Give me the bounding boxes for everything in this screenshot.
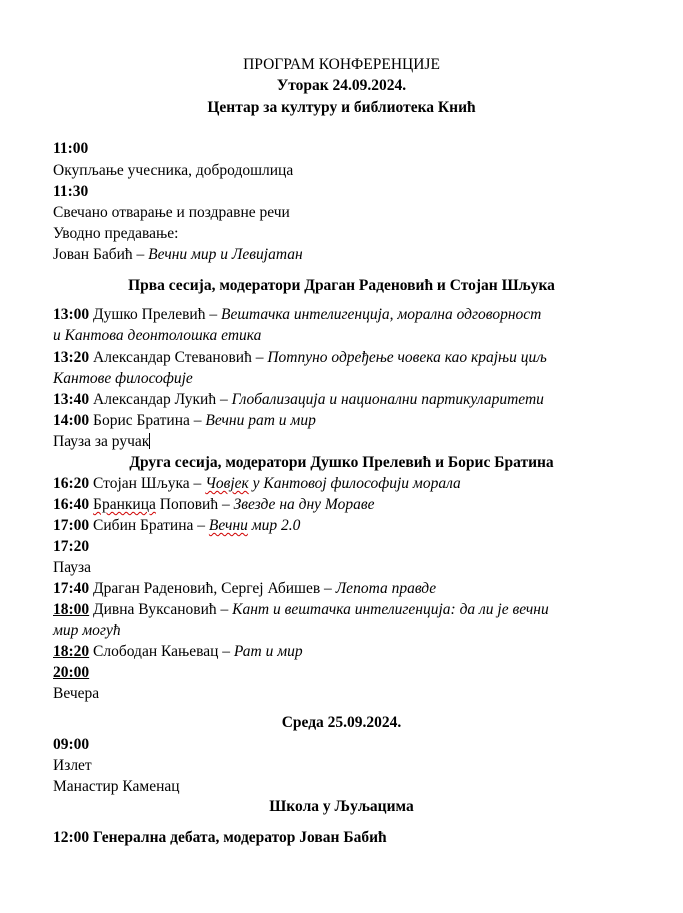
talk-time: 18:00 <box>53 601 90 618</box>
talk-title: Вештачка интелигенција, морална одговорност <box>220 306 542 323</box>
pause: Пауза <box>53 559 92 576</box>
talk-time: 13:40 <box>53 391 90 408</box>
talk-1300-title-cont: и Кантова деонтолошка етика <box>53 327 262 344</box>
talk-title: у Кантовој философији морала <box>248 475 461 492</box>
talk-1800 <box>53 600 549 620</box>
talk-1800-title-cont: мир могућ <box>53 622 121 639</box>
lecture-title: Вечни мир и Левијатан <box>148 246 303 263</box>
talk-1340 <box>53 390 544 410</box>
time-1100: 11:00 <box>53 140 89 157</box>
talk-1740 <box>53 579 436 599</box>
speaker: Поповић – <box>155 496 234 513</box>
talk-1320-title-cont: Кантове философије <box>53 370 193 387</box>
speaker: Јован Бабић – <box>53 246 149 263</box>
talk-time: 16:20 <box>53 475 90 492</box>
program-title: ПРОГРАМ КОНФЕРЕНЦИЈЕ <box>243 56 440 73</box>
talk-time: 17:00 <box>53 517 90 534</box>
speaker: Борис Братина – <box>89 412 206 429</box>
speaker-spellcheck: Бранкица <box>93 496 156 513</box>
day1-venue: Центар за културу и библиотека Кнић <box>207 99 476 116</box>
intro-lecture-line <box>53 245 303 265</box>
day2-date: Среда 25.09.2024. <box>281 714 402 731</box>
talk-title: Потпуно одређење човека као крајњи циљ <box>267 349 547 366</box>
talk-time: 13:20 <box>53 349 90 366</box>
talk-1400 <box>53 411 316 431</box>
talk-1640 <box>53 495 374 515</box>
dinner: Вечера <box>53 685 100 702</box>
talk-title-spellcheck: Човјек <box>205 475 249 492</box>
talk-time: 17:40 <box>53 580 90 597</box>
talk-title: Лепота правде <box>335 580 437 597</box>
talk-time: 13:00 <box>53 306 90 323</box>
event-opening: Свечано отварање и поздравне речи <box>53 204 290 221</box>
general-debate: 12:00 Генерална дебата, модератор Јован Бабић <box>53 829 387 846</box>
speaker: Сибин Братина – <box>89 517 209 534</box>
talk-1620 <box>53 474 461 494</box>
talk-time: 18:20 <box>53 643 90 660</box>
talk-time: 14:00 <box>53 412 90 429</box>
talk-1300 <box>53 305 541 325</box>
talk-title: Вечни рат и мир <box>205 412 316 429</box>
talk-time: 16:40 <box>53 496 90 513</box>
talk-1320 <box>53 348 547 368</box>
lunch-break-label: Пауза за ручак <box>53 433 150 450</box>
talk-title: Кант и вештачка интелигенција: да ли је вечни <box>232 601 549 618</box>
talk-title: мир 2.0 <box>247 517 301 534</box>
day1-date: Уторак 24.09.2024. <box>276 77 407 94</box>
speaker: Дивна Вуксановић – <box>89 601 233 618</box>
time-1720: 17:20 <box>53 538 90 555</box>
talk-1700 <box>53 516 300 536</box>
speaker: Александар Стевановић – <box>89 349 268 366</box>
session2-heading: Друга сесија, модератори Душко Прелевић и Борис Братина <box>129 454 554 471</box>
event-gathering: Окупљање учесника, добродошлица <box>53 162 294 179</box>
talk-1820 <box>53 642 303 662</box>
session1-heading: Прва сесија, модератори Драган Раденовић и Стојан Шљука <box>128 277 555 294</box>
event-monastery: Манастир Каменац <box>53 778 180 795</box>
time-2000: 20:00 <box>53 664 90 681</box>
speaker: Слободан Кањевац – <box>89 643 234 660</box>
event-intro-lecture: Уводно предавање: <box>53 225 179 242</box>
talk-title: Глобализација и национални партикуларитети <box>231 391 544 408</box>
speaker: Душко Прелевић – <box>89 306 221 323</box>
time-1130: 11:30 <box>53 183 89 200</box>
day2-venue: Школа у Љуљацима <box>269 798 414 815</box>
speaker: Александар Лукић – <box>89 391 232 408</box>
talk-title-spellcheck: Вечни <box>208 517 248 534</box>
speaker: Стојан Шљука – <box>89 475 206 492</box>
talk-title: Рат и мир <box>233 643 303 660</box>
speaker: Драган Раденовић, Сергеј Абишев – <box>89 580 336 597</box>
time-0900: 09:00 <box>53 736 90 753</box>
lunch-break <box>53 432 150 452</box>
talk-title: Звезде на дну Мораве <box>233 496 375 513</box>
event-excursion: Излет <box>53 757 92 774</box>
text-cursor <box>149 433 150 449</box>
